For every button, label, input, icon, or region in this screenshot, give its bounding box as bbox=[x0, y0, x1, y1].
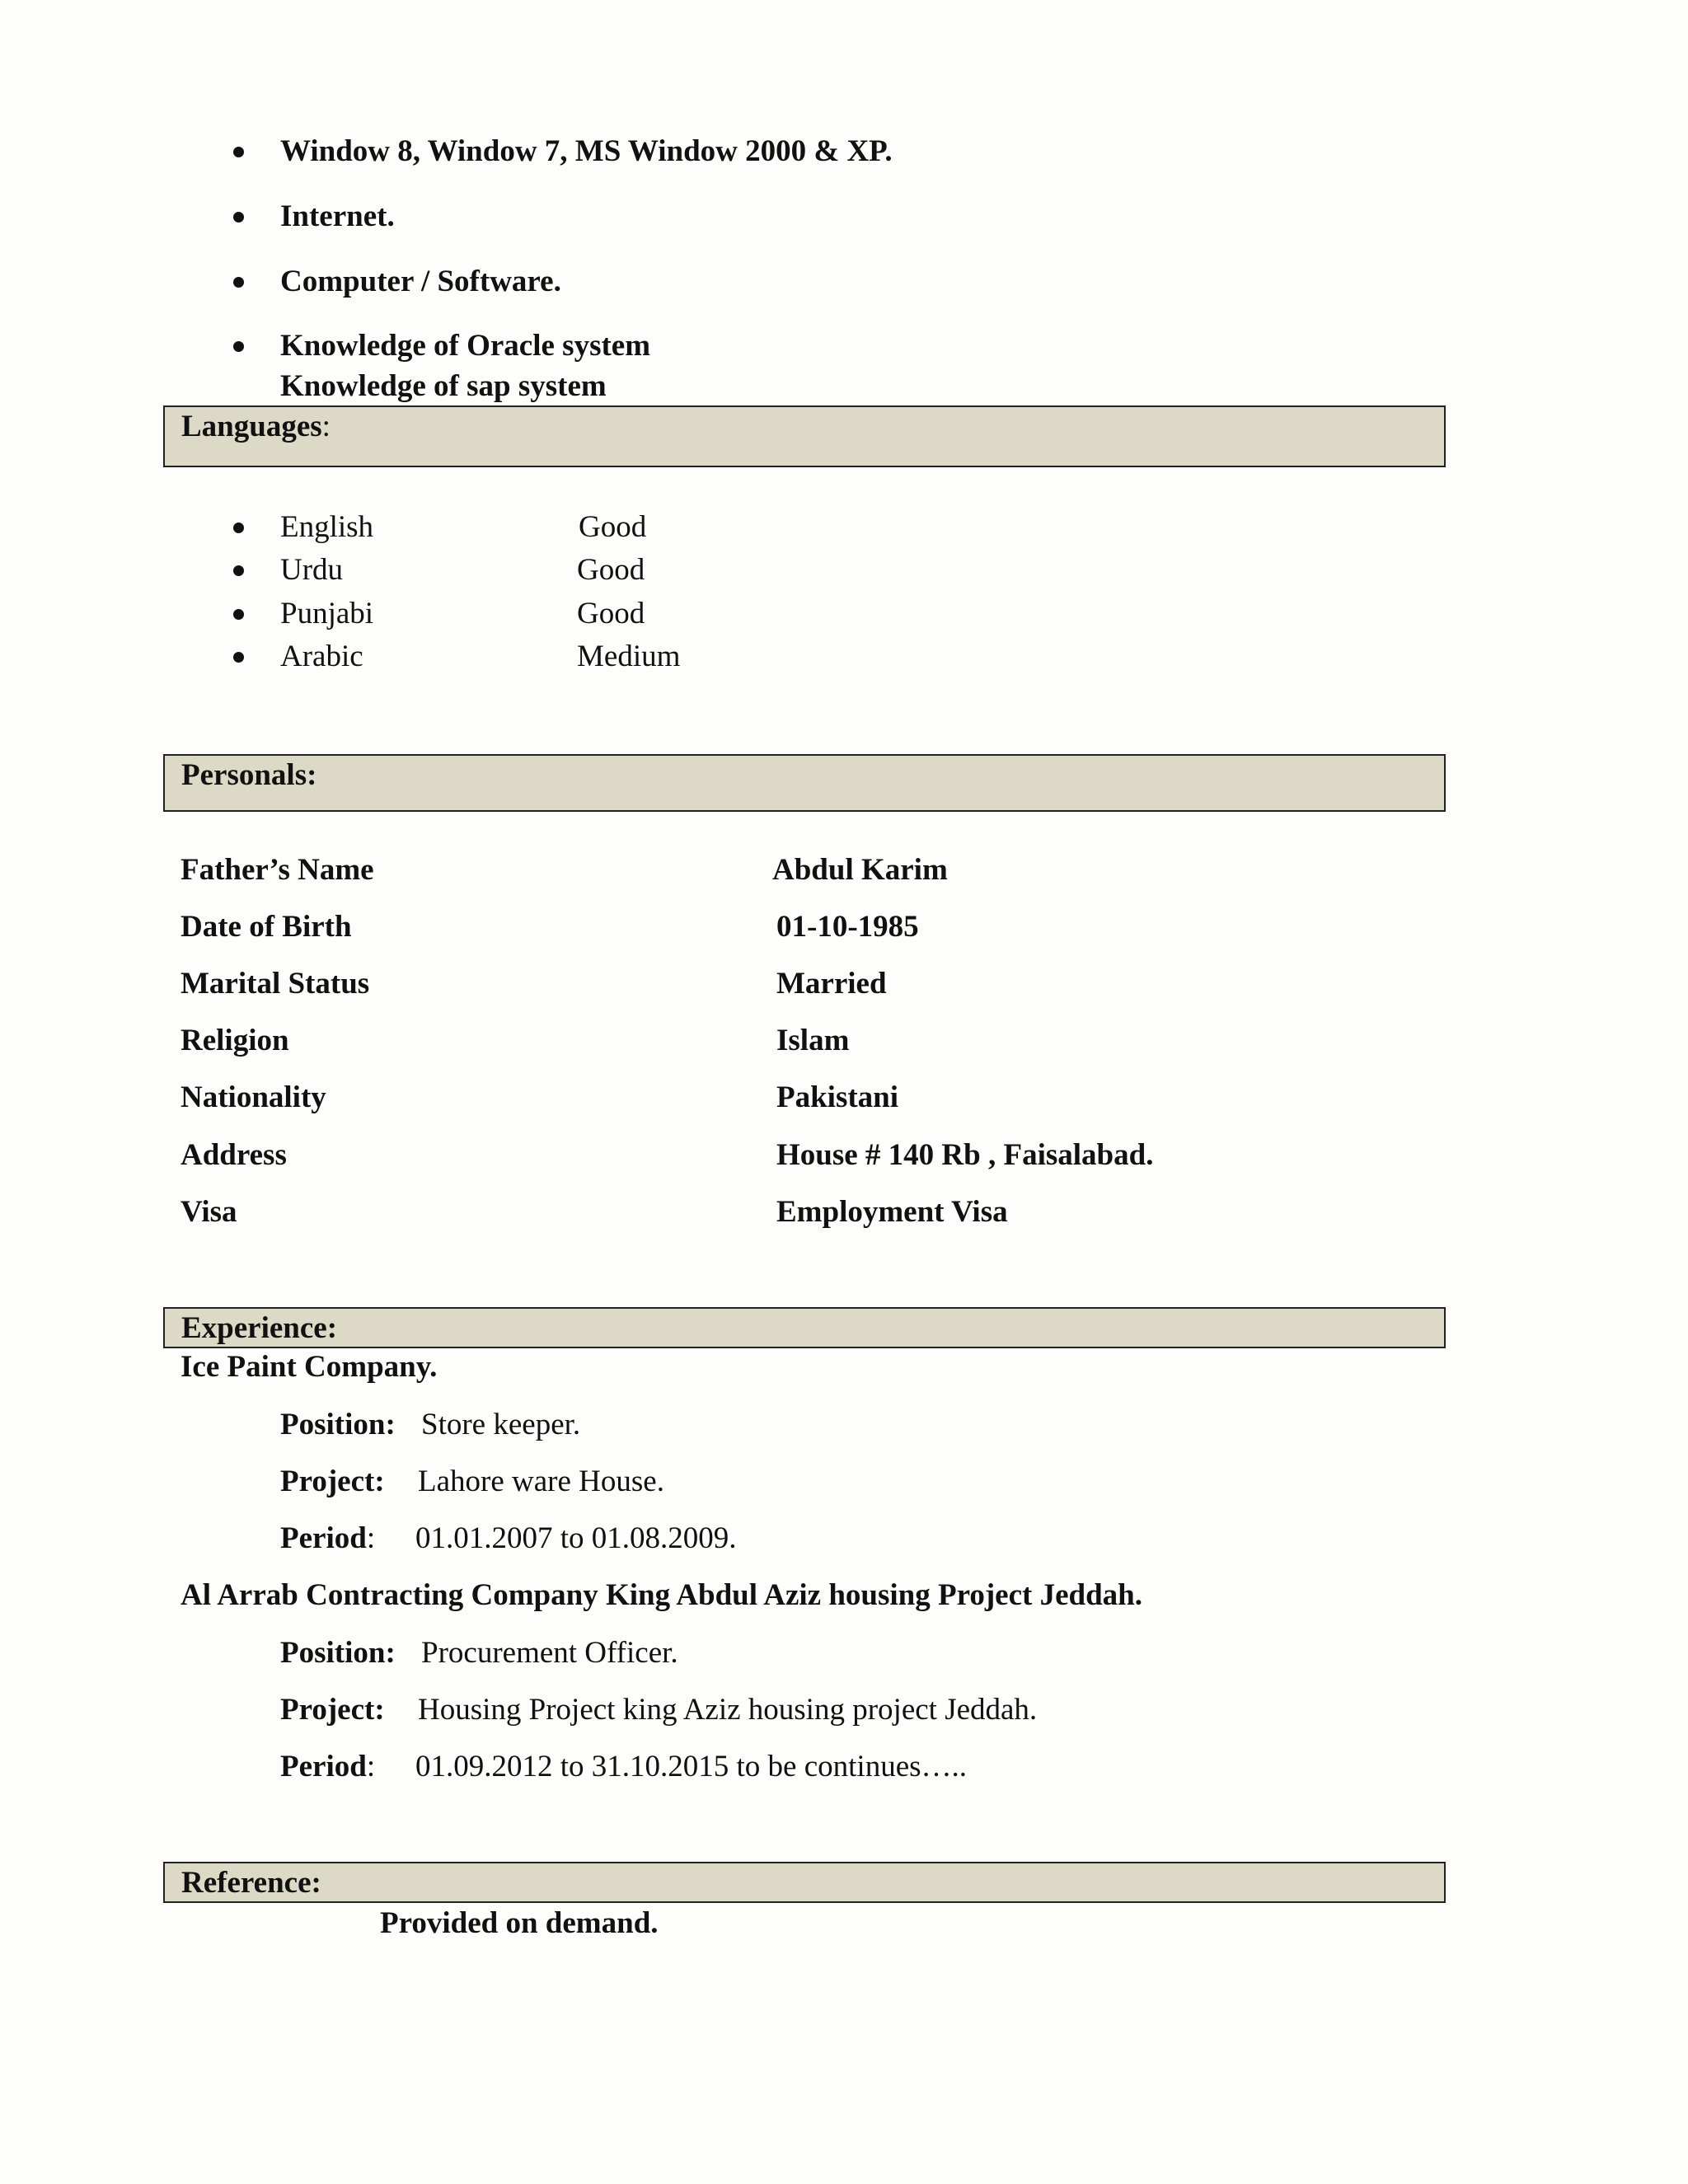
project-label: Project: bbox=[280, 1465, 385, 1498]
personals-section-header bbox=[163, 754, 1446, 812]
language-level: Good bbox=[577, 553, 645, 587]
bullet-icon bbox=[233, 523, 244, 533]
skill-item: Computer / Software. bbox=[280, 265, 561, 298]
company-name: Al Arrab Contracting Company King Abdul Aziz housing Project Jeddah. bbox=[181, 1578, 1142, 1612]
languages-section-header bbox=[163, 405, 1446, 467]
project-label: Project: bbox=[280, 1693, 385, 1727]
personal-label: Visa bbox=[181, 1195, 237, 1229]
personal-label: Nationality bbox=[181, 1080, 326, 1114]
personal-label: Address bbox=[181, 1138, 287, 1172]
company-name: Ice Paint Company. bbox=[181, 1350, 438, 1384]
period-label-text: Period bbox=[280, 1521, 367, 1555]
language-name: Punjabi bbox=[280, 597, 374, 630]
personal-value: Pakistani bbox=[776, 1080, 899, 1114]
personal-value: Married bbox=[776, 967, 887, 1001]
personal-label: Religion bbox=[181, 1024, 289, 1057]
personal-label: Marital Status bbox=[181, 967, 370, 1001]
bullet-icon bbox=[233, 341, 244, 352]
period-label bbox=[280, 1521, 375, 1557]
bullet-icon bbox=[233, 609, 244, 620]
skill-item-continued: Knowledge of sap system bbox=[280, 369, 607, 403]
section-title-text: Languages bbox=[181, 410, 322, 443]
reference-text: Provided on demand. bbox=[380, 1906, 659, 1940]
personal-value: House # 140 Rb , Faisalabad. bbox=[776, 1138, 1154, 1172]
project-value: Housing Project king Aziz housing project Jeddah. bbox=[418, 1693, 1038, 1727]
personal-value: Abdul Karim bbox=[772, 853, 948, 887]
section-title: Personals: bbox=[181, 758, 317, 792]
period-value: 01.09.2012 to 31.10.2015 to be continues….. bbox=[415, 1750, 968, 1783]
position-value: Procurement Officer. bbox=[421, 1636, 678, 1670]
bullet-icon bbox=[233, 652, 244, 663]
bullet-icon bbox=[233, 565, 244, 576]
skill-item: Internet. bbox=[280, 199, 395, 233]
section-title: Reference: bbox=[181, 1866, 321, 1900]
language-level: Good bbox=[579, 510, 647, 544]
section-title-colon: : bbox=[321, 410, 331, 443]
language-name: Urdu bbox=[280, 553, 344, 587]
personal-value: Employment Visa bbox=[776, 1195, 1008, 1229]
skill-item: Window 8, Window 7, MS Window 2000 & XP. bbox=[280, 134, 893, 168]
period-label-colon: : bbox=[366, 1521, 376, 1555]
skill-item: Knowledge of Oracle system bbox=[280, 329, 651, 363]
period-label-text: Period bbox=[280, 1750, 367, 1783]
language-level: Medium bbox=[577, 640, 681, 673]
position-label: Position: bbox=[280, 1636, 396, 1670]
section-title bbox=[181, 409, 331, 445]
language-name: Arabic bbox=[280, 640, 363, 673]
position-value: Store keeper. bbox=[421, 1408, 581, 1441]
personal-value: Islam bbox=[776, 1024, 850, 1057]
language-name: English bbox=[280, 510, 374, 544]
section-title: Experience: bbox=[181, 1311, 338, 1345]
bullet-icon bbox=[233, 147, 244, 157]
personal-label: Father’s Name bbox=[181, 853, 374, 887]
experience-section-header bbox=[163, 1307, 1446, 1348]
personal-label: Date of Birth bbox=[181, 910, 352, 944]
period-value: 01.01.2007 to 01.08.2009. bbox=[415, 1521, 737, 1555]
bullet-icon bbox=[233, 212, 244, 223]
personal-value: 01-10-1985 bbox=[776, 910, 919, 944]
position-label: Position: bbox=[280, 1408, 396, 1441]
reference-section-header bbox=[163, 1862, 1446, 1903]
period-label bbox=[280, 1749, 375, 1785]
project-value: Lahore ware House. bbox=[418, 1465, 664, 1498]
bullet-icon bbox=[233, 277, 244, 288]
language-level: Good bbox=[577, 597, 645, 630]
period-label-colon: : bbox=[366, 1750, 376, 1783]
